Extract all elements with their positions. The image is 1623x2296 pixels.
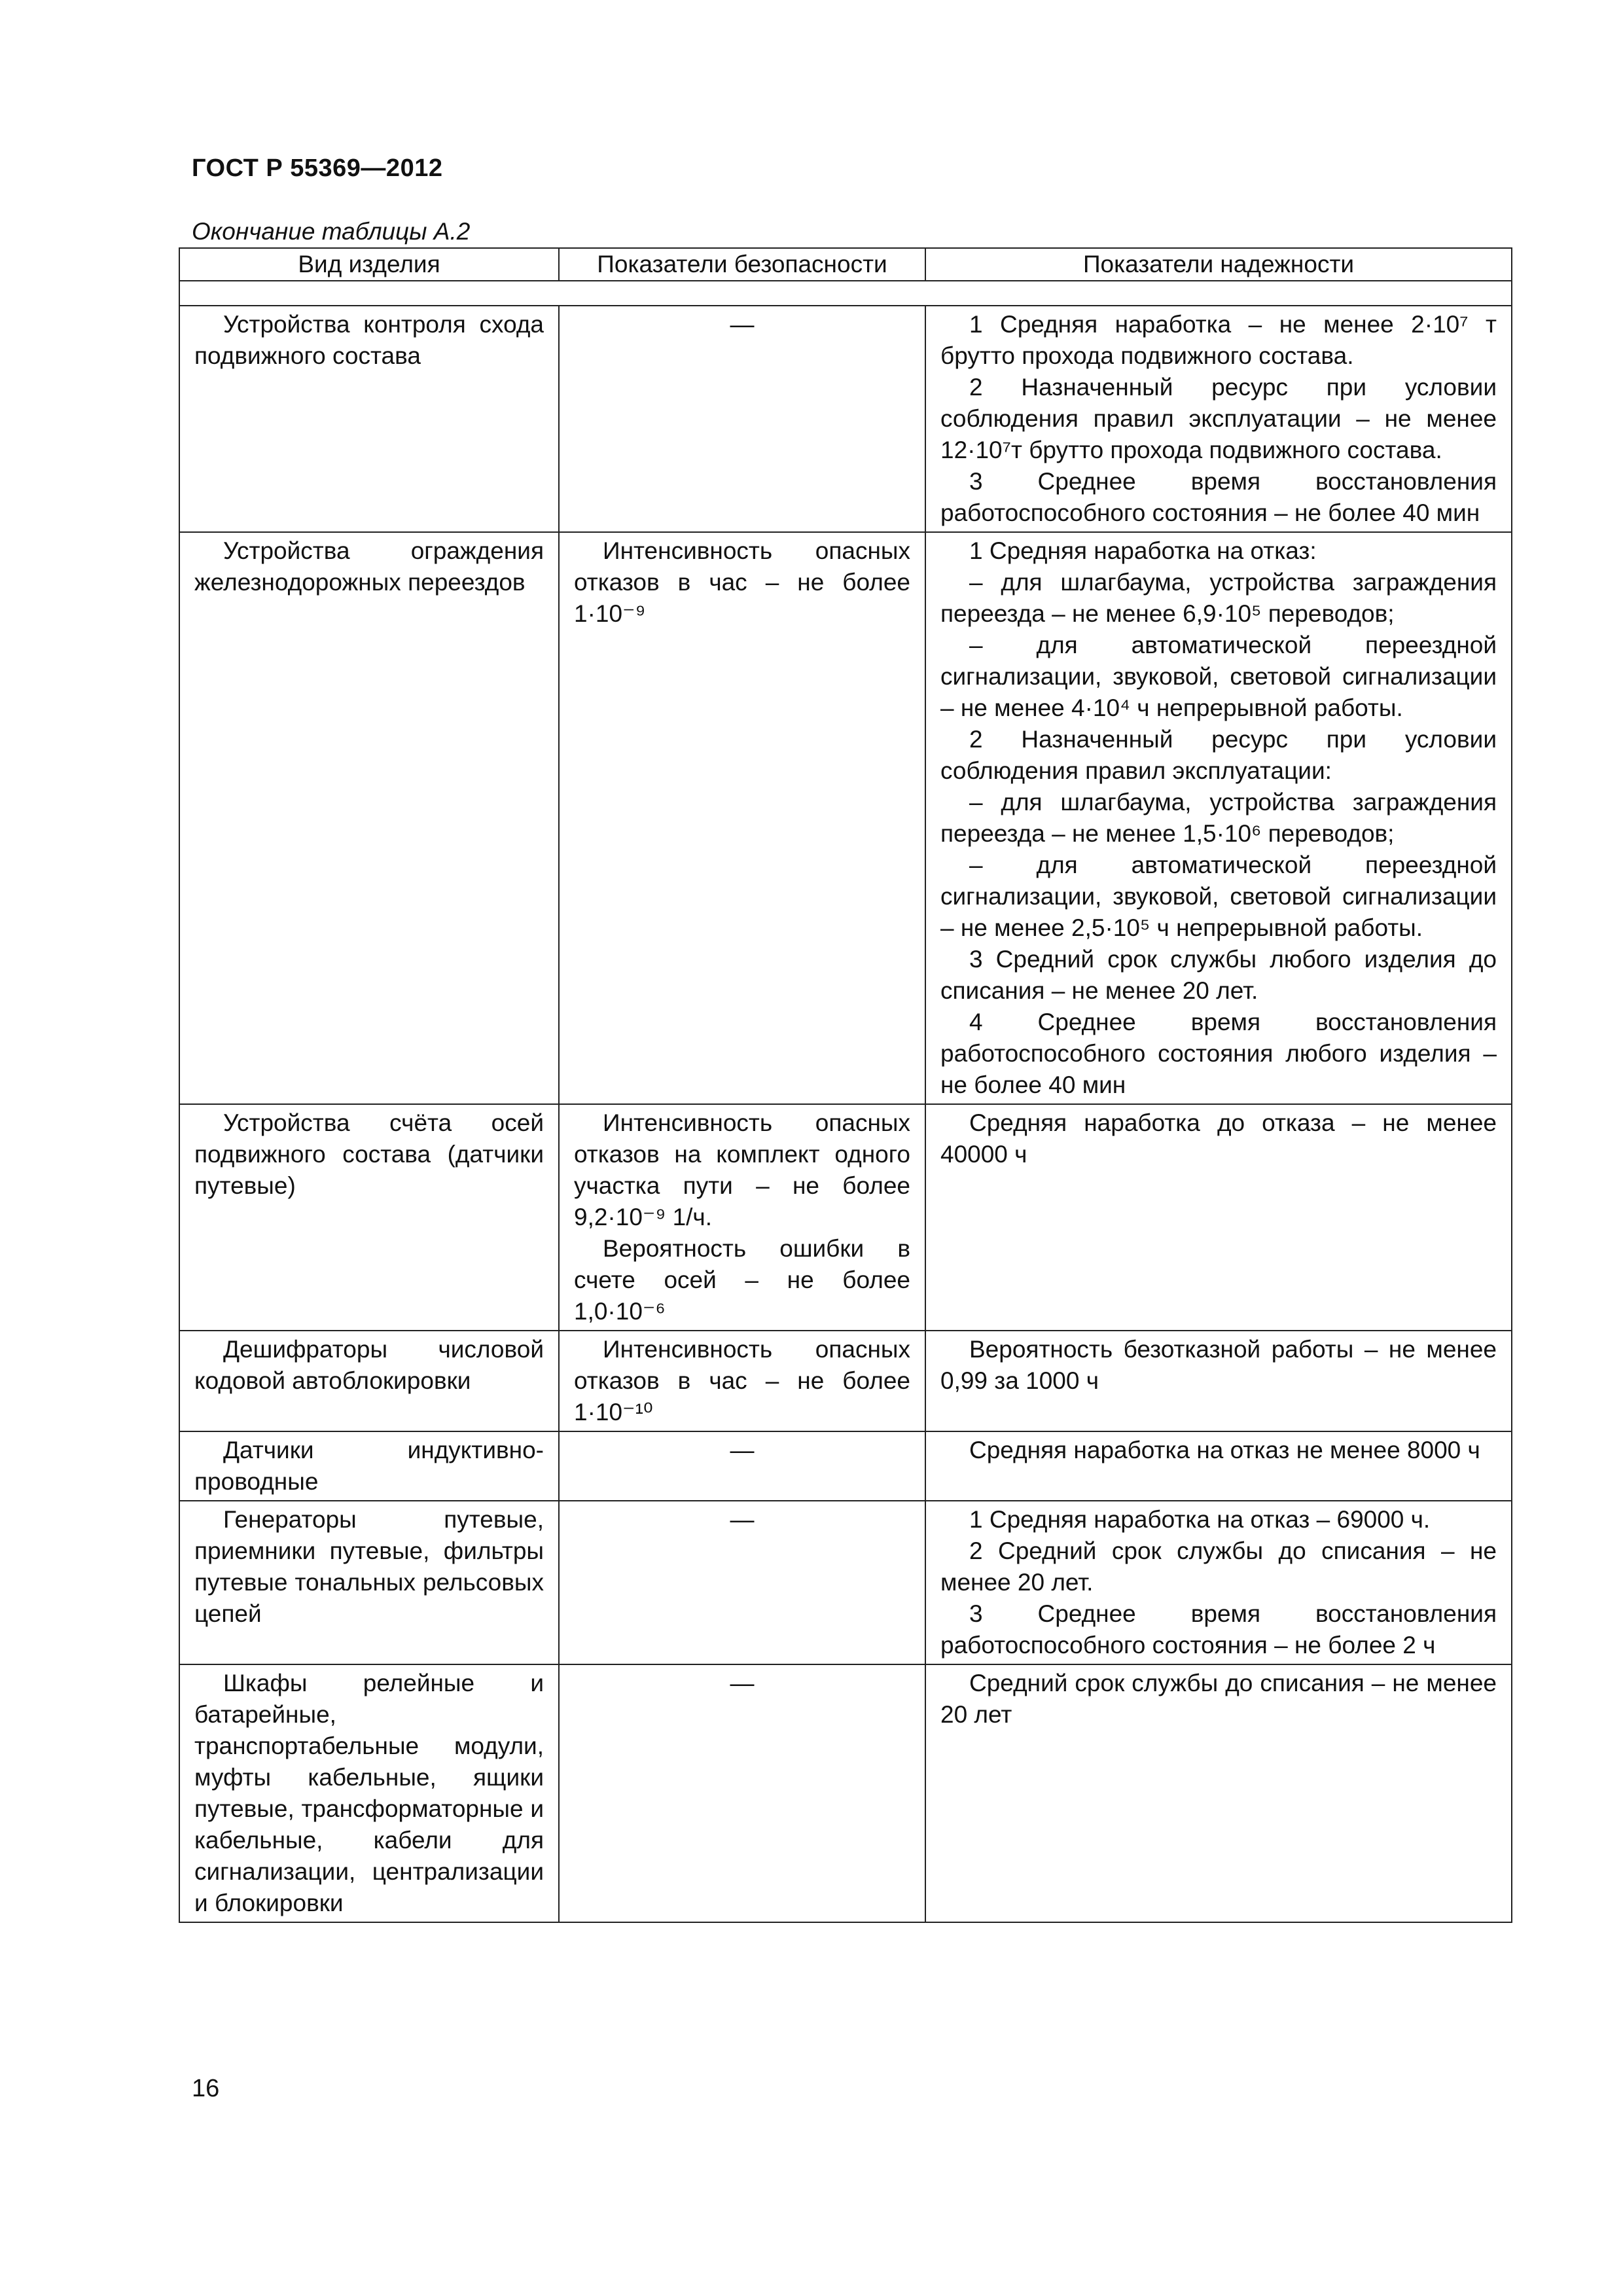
safety-cell: — xyxy=(559,1431,925,1501)
product-cell: Дешифраторы числовой кодовой автоблокировки xyxy=(179,1331,559,1431)
reliability-cell: 1 Средняя наработка на отказ: – для шлагбаума, устройства заграждения переезда – не менее 6,9·10⁵ переводов; – для автоматической переездной сигнализации, звуковой, световой сигнализации – не менее 4·10⁴ ч непрерывной работы. 2 Назначенный ресурс при условии соблюдения правил эксплуатации: – для шлагбаума, устройства заграждения переезда – не менее 1,5·10⁶ переводов; – для автоматической переездной сигнализации, звуковой, световой сигнализации – не менее 2,5·10⁵ ч непрерывной работы. 3 Средний срок службы любого изделия до списания – не менее 20 лет. 4 Среднее время восстановления работоспособного состояния любого изделия – не более 40 мин xyxy=(925,532,1512,1104)
table-caption: Окончание таблицы А.2 xyxy=(192,218,471,245)
safety-cell: Интенсивность опасных отказов на комплект одного участка пути – не более 9,2·10⁻⁹ 1/ч. Вероятность ошибки в счете осей – не более 1,0·10⁻⁶ xyxy=(559,1104,925,1331)
table-row xyxy=(179,1501,1512,1664)
document-code: ГОСТ Р 55369—2012 xyxy=(192,154,443,182)
product-cell: Генераторы путевые, приемники путевые, фильтры путевые тональных рельсовых цепей xyxy=(179,1501,559,1664)
column-header-safety: Показатели безопасности xyxy=(559,248,925,281)
product-cell: Устройства ограждения железнодорожных переездов xyxy=(179,532,559,1104)
column-header-product: Вид изделия xyxy=(179,248,559,281)
reliability-cell: 1 Средняя наработка на отказ – 69000 ч. 2 Средний срок службы до списания – не менее 20 лет. 3 Среднее время восстановления работоспособного состояния – не более 2 ч xyxy=(925,1501,1512,1664)
reliability-cell: Средняя наработка на отказ не менее 8000 ч xyxy=(925,1431,1512,1501)
table-row xyxy=(179,1331,1512,1431)
product-cell: Устройства контроля схода подвижного состава xyxy=(179,306,559,532)
product-cell: Датчики индуктивно-проводные xyxy=(179,1431,559,1501)
product-cell: Устройства счёта осей подвижного состава (датчики путевые) xyxy=(179,1104,559,1331)
safety-cell: — xyxy=(559,1664,925,1922)
column-header-reliability: Показатели надежности xyxy=(925,248,1512,281)
safety-cell: Интенсивность опасных отказов в час – не более 1·10⁻¹⁰ xyxy=(559,1331,925,1431)
table-row xyxy=(179,532,1512,1104)
reliability-table xyxy=(179,247,1512,1923)
page-number: 16 xyxy=(192,2075,220,2102)
safety-cell: — xyxy=(559,1501,925,1664)
reliability-cell: Средний срок службы до списания – не менее 20 лет xyxy=(925,1664,1512,1922)
table-row xyxy=(179,1664,1512,1922)
table-row xyxy=(179,306,1512,532)
table-row xyxy=(179,1431,1512,1501)
product-cell: Шкафы релейные и батарейные, транспортабельные модули, муфты кабельные, ящики путевые, трансформаторные и кабельные, кабели для сигнализации, централизации и блокировки xyxy=(179,1664,559,1922)
safety-cell: Интенсивность опасных отказов в час – не более 1·10⁻⁹ xyxy=(559,532,925,1104)
safety-cell: — xyxy=(559,306,925,532)
reliability-cell: 1 Средняя наработка – не менее 2·10⁷ т брутто прохода подвижного состава. 2 Назначенный ресурс при условии соблюдения правил эксплуатации – не менее 12·10⁷т брутто прохода подвижного состава. 3 Среднее время восстановления работоспособного состояния – не более 40 мин xyxy=(925,306,1512,532)
table-header-row xyxy=(179,248,1512,281)
table-spacer-row xyxy=(179,281,1512,306)
reliability-cell: Вероятность безотказной работы – не менее 0,99 за 1000 ч xyxy=(925,1331,1512,1431)
reliability-cell: Средняя наработка до отказа – не менее 40000 ч xyxy=(925,1104,1512,1331)
table-row xyxy=(179,1104,1512,1331)
